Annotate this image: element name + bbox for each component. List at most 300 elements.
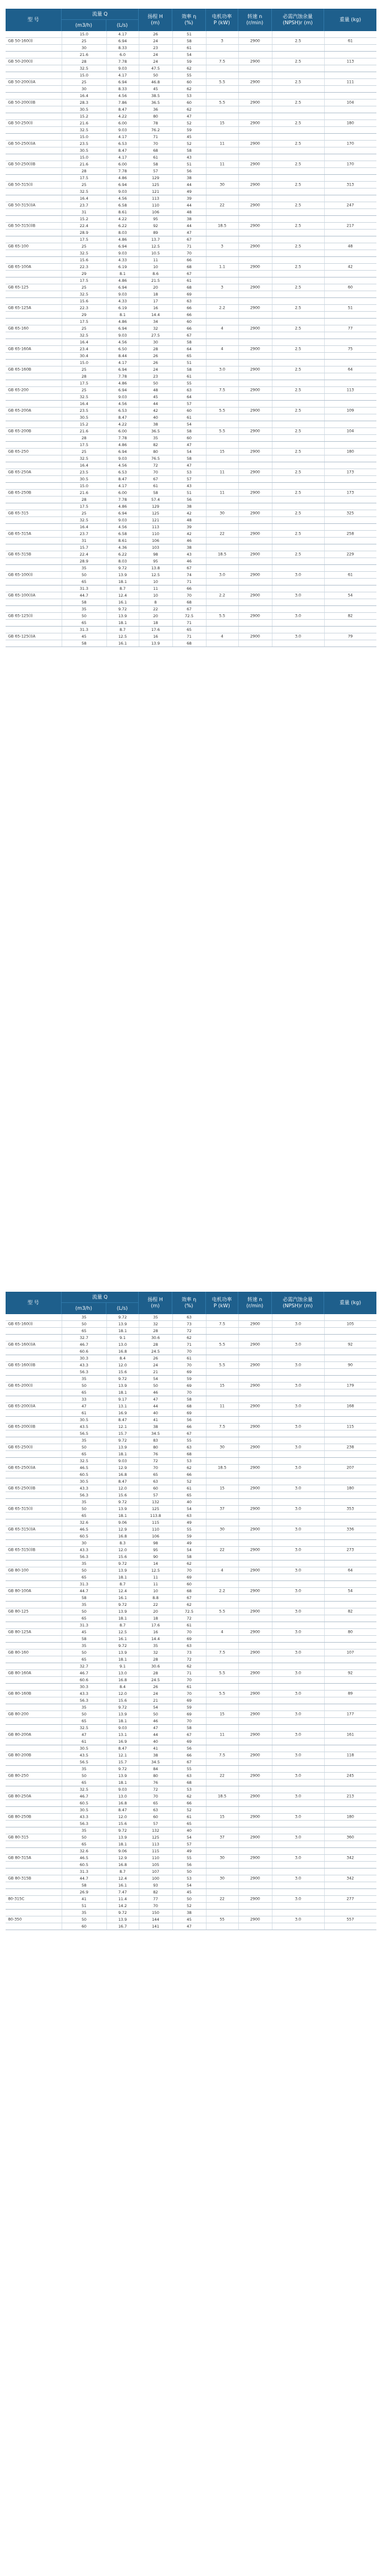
flow-ls: 6.94 <box>118 245 127 249</box>
flow-ls: 16.1 <box>118 642 127 646</box>
model-group <box>6 1704 376 1725</box>
flow-ls: 4.17 <box>118 484 127 488</box>
weight: 54 <box>348 1589 353 1594</box>
head: 76 <box>153 1452 158 1457</box>
speed: 2900 <box>250 59 260 64</box>
weight: 229 <box>347 552 354 557</box>
header-weight: 重量 (kg) <box>339 1300 361 1305</box>
flow-m3h: 16.4 <box>80 525 88 530</box>
flow-m3h: 22.4 <box>80 224 88 228</box>
weight: 113 <box>347 59 354 64</box>
flow-ls: 6.94 <box>118 450 127 454</box>
flow-m3h: 50 <box>82 1774 86 1778</box>
flow-ls: 4.56 <box>118 402 127 406</box>
flow-m3h: 30.5 <box>80 1747 88 1751</box>
flow-ls: 12.4 <box>118 1589 127 1594</box>
head: 141 <box>152 1925 159 1929</box>
efficiency: 68 <box>187 1452 192 1457</box>
efficiency: 63 <box>187 388 192 393</box>
speed: 2900 <box>250 470 260 475</box>
efficiency: 57 <box>187 402 192 406</box>
efficiency: 47 <box>187 114 192 119</box>
flow-ls: 18.1 <box>118 1658 127 1662</box>
head: 57 <box>153 1822 158 1826</box>
flow-m3h: 58 <box>82 600 86 605</box>
flow-m3h: 25 <box>82 511 86 516</box>
efficiency: 60 <box>187 409 192 413</box>
weight: 238 <box>347 1445 354 1450</box>
flow-ls: 9.03 <box>118 190 127 194</box>
flow-m3h: 56.3 <box>80 1822 88 1826</box>
speed: 2900 <box>250 121 260 126</box>
efficiency: 73 <box>187 1651 192 1655</box>
flow-m3h: 41 <box>82 1897 86 1902</box>
weight: 75 <box>348 347 353 352</box>
weight: 113 <box>347 388 354 393</box>
flow-m3h: 43.3 <box>80 1692 88 1696</box>
model-name: GB 50-250(I) <box>8 121 33 126</box>
model-group <box>6 1499 376 1519</box>
flow-ls: 18.1 <box>118 1617 127 1621</box>
model-group <box>6 1684 376 1704</box>
head: 47 <box>153 1398 158 1402</box>
head: 63 <box>153 1808 158 1813</box>
motor-power: 11 <box>220 1732 225 1737</box>
motor-power: 7.5 <box>219 59 225 64</box>
efficiency: 53 <box>187 94 192 98</box>
flow-m3h: 35 <box>82 1706 86 1710</box>
npsh: 2.5 <box>295 121 301 126</box>
model-group <box>6 1869 376 1889</box>
head: 38.5 <box>151 94 160 98</box>
npsh: 2.5 <box>295 470 301 475</box>
flow-m3h: 56.3 <box>80 1699 88 1703</box>
flow-ls: 16.8 <box>118 1678 127 1682</box>
motor-power: 5.5 <box>219 408 225 413</box>
npsh: 2.5 <box>295 223 301 228</box>
weight: 180 <box>347 449 354 454</box>
speed: 2900 <box>250 531 260 536</box>
head: 110 <box>152 532 159 536</box>
flow-m3h: 32.5 <box>80 190 88 194</box>
flow-m3h: 16.4 <box>80 464 88 468</box>
model-name: GB 80-200B <box>8 1753 32 1758</box>
speed: 2900 <box>250 1363 260 1368</box>
flow-m3h: 46.5 <box>80 1528 88 1532</box>
model-name: GB 80-315B <box>8 1876 32 1881</box>
efficiency: 58 <box>187 39 192 44</box>
speed: 2900 <box>250 223 260 228</box>
head: 10.5 <box>151 251 160 256</box>
efficiency: 44 <box>187 224 192 228</box>
npsh: 3.0 <box>295 1465 301 1470</box>
motor-power: 5.5 <box>219 1609 225 1614</box>
model-name: GB 80-200 <box>8 1712 29 1717</box>
pump-spec-table-2 <box>6 1292 376 1930</box>
head: 95 <box>153 217 158 222</box>
efficiency: 40 <box>187 1500 192 1505</box>
efficiency: 59 <box>187 60 192 64</box>
efficiency: 70 <box>187 1630 192 1635</box>
flow-m3h: 30.5 <box>80 1418 88 1422</box>
efficiency: 43 <box>187 553 192 557</box>
head: 28 <box>153 1329 158 1333</box>
npsh: 3.0 <box>295 1814 301 1819</box>
flow-m3h: 50 <box>82 1569 86 1573</box>
npsh: 3.0 <box>295 1671 301 1676</box>
model-name: GB 50-315(I)B <box>8 223 35 228</box>
header-flow: 流量 Q <box>62 9 139 20</box>
flow-m3h: 16.4 <box>80 402 88 406</box>
npsh: 3.0 <box>295 593 301 598</box>
header-model: 型 号 <box>6 1292 62 1314</box>
head: 68 <box>153 149 158 153</box>
flow-m3h: 15.6 <box>80 299 88 304</box>
flow-ls: 8.1 <box>119 313 126 317</box>
weight: 557 <box>347 1917 354 1922</box>
speed: 2900 <box>250 1465 260 1470</box>
npsh: 3.0 <box>295 1589 301 1594</box>
flow-ls: 9.72 <box>118 1603 127 1607</box>
speed: 2900 <box>250 1568 260 1573</box>
weight: 180 <box>347 121 354 126</box>
npsh: 2.5 <box>295 39 301 44</box>
efficiency: 69 <box>187 292 192 297</box>
speed: 2900 <box>250 1917 260 1922</box>
motor-power: 11 <box>220 490 225 495</box>
flow-m3h: 17.5 <box>80 238 88 242</box>
flow-ls: 15.6 <box>118 1370 127 1374</box>
head: 10 <box>153 265 158 269</box>
flow-m3h: 60.5 <box>80 1534 88 1539</box>
efficiency: 71 <box>187 580 192 584</box>
flow-m3h: 60 <box>82 1925 86 1929</box>
flow-ls: 9.72 <box>118 1315 127 1320</box>
flow-m3h: 51 <box>82 1904 86 1908</box>
flow-m3h: 22.3 <box>80 265 88 269</box>
efficiency: 59 <box>187 1706 192 1710</box>
flow-m3h: 28.9 <box>80 231 88 235</box>
speed: 2900 <box>250 1671 260 1676</box>
flow-m3h: 50 <box>82 1610 86 1614</box>
model-group <box>6 401 376 421</box>
flow-ls: 6.94 <box>118 183 127 187</box>
model-group <box>6 1910 376 1930</box>
head: 26 <box>153 354 158 358</box>
speed: 2900 <box>250 162 260 167</box>
flow-ls: 9.72 <box>118 1439 127 1443</box>
model-group <box>6 134 376 154</box>
motor-power: 3 <box>221 244 223 249</box>
model-name: GB 65-100 <box>8 244 29 249</box>
motor-power: 1.1 <box>219 264 225 269</box>
flow-ls: 13.9 <box>118 1918 127 1922</box>
motor-power: 4 <box>221 326 223 331</box>
model-group <box>6 236 376 257</box>
flow-m3h: 45 <box>82 1630 86 1635</box>
efficiency: 51 <box>187 361 192 365</box>
flow-ls: 18.1 <box>118 1575 127 1580</box>
flow-ls: 6.94 <box>118 286 127 290</box>
efficiency: 71 <box>187 1671 192 1676</box>
efficiency: 62 <box>187 1794 192 1799</box>
flow-ls: 6.53 <box>118 470 127 475</box>
model-name: GB 80-100A <box>8 1589 32 1594</box>
npsh: 3.0 <box>295 1835 301 1840</box>
flow-ls: 12.5 <box>118 1630 127 1635</box>
npsh: 3.0 <box>295 1691 301 1696</box>
model-name: GB 80-125A <box>8 1630 32 1635</box>
flow-ls: 6.00 <box>118 162 127 167</box>
head: 98 <box>153 1541 158 1546</box>
motor-power: 11 <box>220 141 225 146</box>
flow-ls: 8.47 <box>118 108 127 112</box>
efficiency: 66 <box>187 1425 192 1429</box>
head: 78 <box>153 121 158 126</box>
flow-m3h: 65 <box>82 1452 86 1457</box>
model-group <box>6 1458 376 1478</box>
flow-m3h: 23.4 <box>80 347 88 352</box>
npsh: 2.5 <box>295 490 301 495</box>
flow-ls: 6.19 <box>118 306 127 310</box>
flow-m3h: 60.5 <box>80 1473 88 1477</box>
speed: 2900 <box>250 1342 260 1347</box>
flow-m3h: 35 <box>82 566 86 571</box>
flow-ls: 16.9 <box>118 1411 127 1416</box>
model-name: GB 50-200(I)A <box>8 80 35 85</box>
motor-power: 3.0 <box>219 367 225 372</box>
npsh: 3.0 <box>295 1712 301 1717</box>
weight: 170 <box>347 141 354 146</box>
flow-m3h: 32.5 <box>80 334 88 338</box>
speed: 2900 <box>250 80 260 85</box>
model-group <box>6 380 376 401</box>
efficiency: 65 <box>187 628 192 632</box>
flow-ls: 12.9 <box>118 1466 127 1470</box>
flow-ls: 8.7 <box>119 628 126 632</box>
flow-m3h: 65 <box>82 580 86 584</box>
flow-ls: 13.9 <box>118 1651 127 1655</box>
head: 34 <box>153 320 158 324</box>
flow-ls: 6.58 <box>118 532 127 536</box>
head: 44 <box>153 402 158 406</box>
flow-ls: 14.2 <box>118 1904 127 1908</box>
speed: 2900 <box>250 1383 260 1388</box>
head: 24.5 <box>151 1350 160 1354</box>
model-group <box>6 1602 376 1622</box>
flow-m3h: 65 <box>82 1658 86 1662</box>
model-name: GB 65-160B <box>8 367 32 372</box>
flow-m3h: 25 <box>82 39 86 44</box>
efficiency: 68 <box>187 265 192 269</box>
head: 8 <box>154 600 157 605</box>
efficiency: 56 <box>187 169 192 174</box>
flow-ls: 4.86 <box>118 320 127 324</box>
flow-ls: 8.61 <box>118 539 127 543</box>
flow-ls: 6.19 <box>118 265 127 269</box>
flow-m3h: 15.2 <box>80 217 88 222</box>
motor-power: 15 <box>220 1486 225 1491</box>
flow-ls: 16.7 <box>118 1925 127 1929</box>
efficiency: 61 <box>187 1623 192 1628</box>
head: 22 <box>153 607 158 612</box>
efficiency: 68 <box>187 600 192 605</box>
speed: 2900 <box>250 449 260 454</box>
motor-power: 5.5 <box>219 1691 225 1696</box>
model-name: GB 65-160(I)B <box>8 1363 35 1368</box>
efficiency: 61 <box>187 279 192 283</box>
motor-power: 30 <box>220 1855 225 1860</box>
efficiency: 54 <box>187 422 192 427</box>
flow-ls: 6.00 <box>118 491 127 495</box>
efficiency: 58 <box>187 1398 192 1402</box>
head: 110 <box>152 203 159 208</box>
weight: 92 <box>348 1671 353 1676</box>
weight: 179 <box>347 1383 354 1388</box>
flow-m3h: 23.7 <box>80 203 88 208</box>
efficiency: 70 <box>187 1692 192 1696</box>
flow-ls: 12.0 <box>118 1548 127 1552</box>
npsh: 2.5 <box>295 429 301 434</box>
flow-m3h: 35 <box>82 1644 86 1648</box>
model-group <box>6 1725 376 1745</box>
model-group <box>6 483 376 503</box>
model-group <box>6 154 376 175</box>
efficiency: 58 <box>187 457 192 461</box>
head: 50 <box>153 1712 158 1717</box>
flow-ls: 9.06 <box>118 1849 127 1854</box>
npsh: 2.5 <box>295 367 301 372</box>
npsh: 2.5 <box>295 203 301 208</box>
efficiency: 72 <box>187 1329 192 1333</box>
efficiency: 66 <box>187 327 192 331</box>
head: 60 <box>153 1815 158 1819</box>
weight: 109 <box>347 408 354 413</box>
motor-power: 22 <box>220 203 225 208</box>
efficiency: 63 <box>187 1774 192 1778</box>
head: 44 <box>153 1404 158 1409</box>
efficiency: 57 <box>187 477 192 482</box>
model-name: GB 65-250A <box>8 470 32 475</box>
efficiency: 58 <box>187 1555 192 1559</box>
head: 45 <box>153 87 158 91</box>
head: 21 <box>153 1370 158 1374</box>
flow-ls: 6.0 <box>119 53 126 57</box>
efficiency: 62 <box>187 1603 192 1607</box>
efficiency: 59 <box>187 128 192 133</box>
flow-ls: 8.3 <box>119 1541 126 1546</box>
head: 57.4 <box>151 498 160 502</box>
efficiency: 52 <box>187 142 192 146</box>
head: 8.6 <box>152 272 159 276</box>
flow-ls: 8.47 <box>118 477 127 482</box>
weight: 273 <box>347 1547 354 1552</box>
head: 57 <box>153 169 158 174</box>
efficiency: 62 <box>187 108 192 112</box>
weight: 207 <box>347 1465 354 1470</box>
motor-power: 3.0 <box>219 572 225 577</box>
head: 20 <box>153 286 158 290</box>
header-flow-m3h: (m3/h) <box>62 20 106 31</box>
head: 18 <box>153 1617 158 1621</box>
flow-ls: 12.0 <box>118 1815 127 1819</box>
npsh: 3.0 <box>295 1773 301 1778</box>
flow-ls: 15.6 <box>118 1699 127 1703</box>
speed: 2900 <box>250 429 260 434</box>
flow-ls: 13.0 <box>118 1671 127 1676</box>
head: 60 <box>153 1486 158 1491</box>
model-group <box>6 1766 376 1786</box>
flow-ls: 4.86 <box>118 238 127 242</box>
flow-m3h: 17.5 <box>80 381 88 386</box>
flow-ls: 13.9 <box>118 573 127 577</box>
motor-power: 22 <box>220 1897 225 1902</box>
flow-m3h: 32.6 <box>80 1521 88 1525</box>
model-group <box>6 1314 376 1335</box>
efficiency: 63 <box>187 1514 192 1518</box>
efficiency: 38 <box>187 176 192 180</box>
flow-m3h: 32.6 <box>80 1849 88 1854</box>
flow-ls: 9.72 <box>118 1562 127 1566</box>
flow-ls: 4.56 <box>118 94 127 98</box>
motor-power: 18.5 <box>218 552 226 557</box>
head: 34.5 <box>151 1432 160 1436</box>
speed: 2900 <box>250 1712 260 1717</box>
efficiency: 60 <box>187 1582 192 1587</box>
npsh: 2.5 <box>295 511 301 516</box>
speed: 2900 <box>250 614 260 618</box>
motor-power: 22 <box>220 531 225 536</box>
efficiency: 58 <box>187 149 192 153</box>
flow-ls: 4.17 <box>118 361 127 365</box>
model-name: GB 80-160A <box>8 1671 32 1676</box>
weight: 60 <box>348 285 353 290</box>
model-name: GB 80-250A <box>8 1794 32 1799</box>
flow-m3h: 35 <box>82 1439 86 1443</box>
weight: 104 <box>347 429 354 434</box>
model-name: GB 50-315(I) <box>8 182 33 187</box>
flow-m3h: 17.5 <box>80 505 88 509</box>
motor-power: 55 <box>220 1917 225 1922</box>
head: 24 <box>153 1363 158 1368</box>
header-power: 电机功率 P (kW) <box>206 9 238 31</box>
weight: 48 <box>348 244 353 249</box>
flow-ls: 16.8 <box>118 1534 127 1539</box>
motor-power: 4 <box>221 1630 223 1635</box>
model-group <box>6 1643 376 1663</box>
flow-m3h: 65 <box>82 1842 86 1847</box>
flow-m3h: 15.2 <box>80 422 88 427</box>
head: 80 <box>153 1445 158 1450</box>
efficiency: 44 <box>187 203 192 208</box>
flow-ls: 9.03 <box>118 1788 127 1792</box>
speed: 2900 <box>250 593 260 598</box>
weight: 82 <box>348 614 353 618</box>
head: 110 <box>152 1856 159 1860</box>
model-name: GB 65-100(I)A <box>8 593 35 598</box>
head: 23 <box>153 375 158 379</box>
flow-m3h: 30.5 <box>80 108 88 112</box>
flow-ls: 9.1 <box>119 1336 126 1340</box>
flow-m3h: 32.5 <box>80 1726 88 1730</box>
motor-power: 7.5 <box>219 1753 225 1758</box>
head: 129 <box>152 505 159 509</box>
weight: 213 <box>347 1794 354 1799</box>
efficiency: 54 <box>187 1836 192 1840</box>
speed: 2900 <box>250 1404 260 1409</box>
weight: 61 <box>348 39 353 44</box>
npsh: 2.5 <box>295 244 301 249</box>
